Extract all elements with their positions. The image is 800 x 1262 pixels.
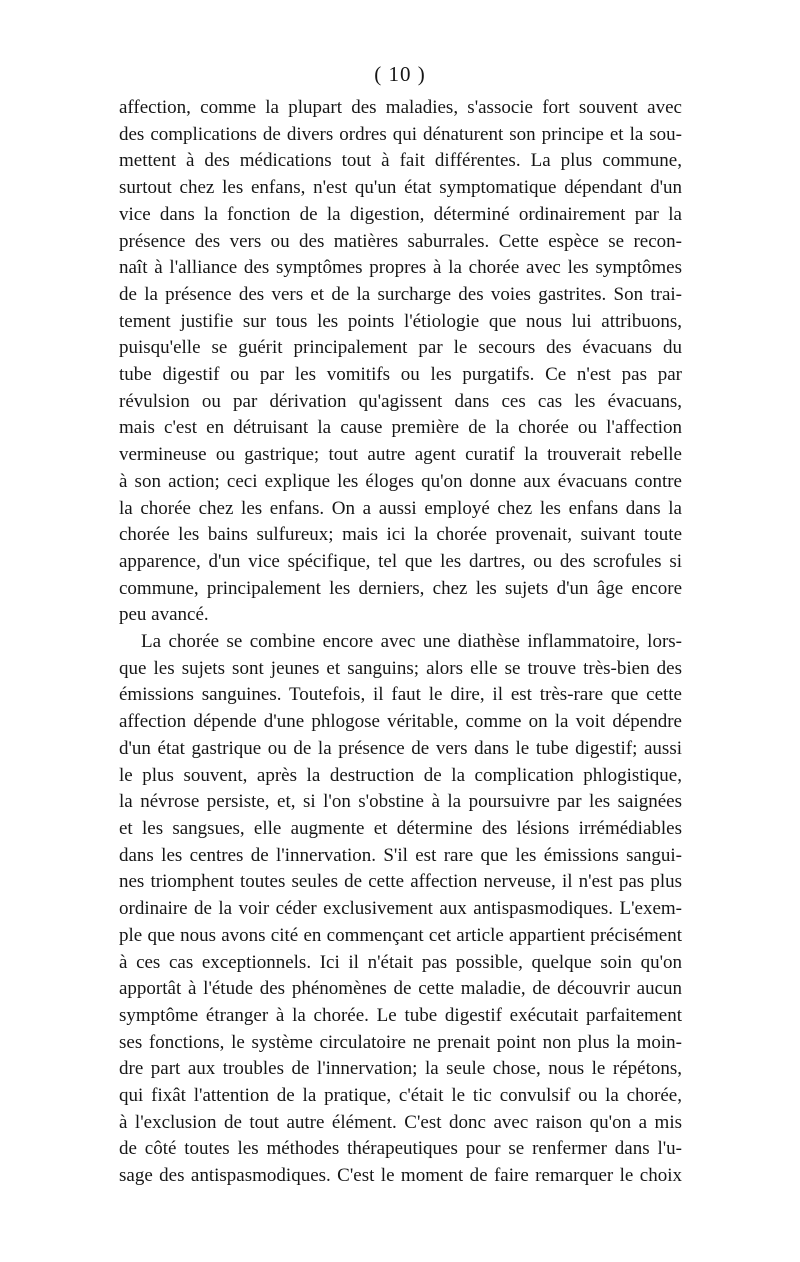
text-line: le plus souvent, après la destruction de la complication phlogistique, [119, 764, 682, 786]
text-line: apportât à l'étude des phénomènes de cette maladie, de découvrir aucun [119, 978, 682, 1000]
text-line: vermineuse ou gastrique; tout autre agent curatif la trouverait rebelle [119, 444, 682, 466]
paragraph-1 [119, 95, 682, 629]
text-line: symptôme étranger à la chorée. Le tube digestif exécutait parfaitement [119, 1004, 682, 1026]
text-line: dre part aux troubles de l'innervation; la seule chose, nous le répétons, [119, 1058, 682, 1080]
text-line: apparence, d'un vice spécifique, tel que les dartres, ou des scrofules si [119, 550, 682, 572]
text-line: surtout chez les enfans, n'est qu'un état symptomatique dépendant d'un [119, 177, 682, 199]
text-line: peu avancé. [119, 604, 209, 626]
text-line: et les sangsues, elle augmente et détermine des lésions irrémédiables [119, 817, 682, 839]
text-line: à l'exclusion de tout autre élément. C'est donc avec raison qu'on a mis [119, 1111, 682, 1133]
text-line: révulsion ou par dérivation qu'agissent dans ces cas les évacuans, [119, 390, 682, 412]
text-line: dans les centres de l'innervation. S'il est rare que les émissions sangui- [119, 844, 682, 866]
text-line: qui fixât l'attention de la pratique, c'était le tic convulsif ou la chorée, [119, 1085, 682, 1107]
text-line: vice dans la fonction de la digestion, déterminé ordinairement par la [119, 203, 682, 225]
text-line: naît à l'alliance des symptômes propres à la chorée avec les symptômes [119, 257, 682, 279]
text-line: à ces cas exceptionnels. Ici il n'était pas possible, quelque soin qu'on [119, 951, 682, 973]
text-line: la chorée chez les enfans. On a aussi employé chez les enfans dans la [119, 497, 682, 519]
text-line: de la présence des vers et de la surcharge des voies gastrites. Son trai- [119, 283, 682, 305]
text-body [119, 95, 682, 1190]
paragraph-2 [119, 629, 682, 1190]
text-line: ses fonctions, le système circulatoire ne prenait point non plus la moin- [119, 1031, 682, 1053]
text-line: affection dépende d'une phlogose véritable, comme on la voit dépendre [119, 711, 682, 733]
text-line: émissions sanguines. Toutefois, il faut le dire, il est très-rare que cette [119, 684, 682, 706]
text-line: des complications de divers ordres qui dénaturent son principe et la sou- [119, 123, 682, 145]
text-line: à son action; ceci explique les éloges qu'on donne aux évacuans contre [119, 470, 682, 492]
page-number: ( 10 ) [374, 62, 426, 86]
text-line: chorée les bains sulfureux; mais ici la chorée provenait, suivant toute [119, 524, 682, 546]
text-line: tube digestif ou par les vomitifs ou les purgatifs. Ce n'est pas par [119, 364, 682, 386]
text-line: sage des antispasmodiques. C'est le moment de faire remarquer le choix [119, 1165, 682, 1187]
text-line: présence des vers ou des matières saburrales. Cette espèce se recon- [119, 230, 682, 252]
text-line: que les sujets sont jeunes et sanguins; alors elle se trouve très-bien des [119, 657, 682, 679]
text-line: ordinaire de la voir céder exclusivement aux antispasmodiques. L'exem- [119, 898, 682, 920]
text-line: La chorée se combine encore avec une diathèse inflammatoire, lors- [141, 631, 682, 653]
text-line: commune, principalement les derniers, chez les sujets d'un âge encore [119, 577, 682, 599]
text-line: tement justifie sur tous les points l'étiologie que nous lui attribuons, [119, 310, 682, 332]
text-line: d'un état gastrique ou de la présence de vers dans le tube digestif; aussi [119, 737, 682, 759]
text-line: la névrose persiste, et, si l'on s'obstine à la poursuivre par les saignées [119, 791, 682, 813]
text-line: nes triomphent toutes seules de cette affection nerveuse, il n'est pas plus [119, 871, 682, 893]
text-line: puisqu'elle se guérit principalement par le secours des évacuans du [119, 337, 682, 359]
text-line: affection, comme la plupart des maladies, s'associe fort souvent avec [119, 97, 682, 118]
text-line: mettent à des médications tout à fait différentes. La plus commune, [119, 150, 682, 172]
text-line: ple que nous avons cité en commençant cet article appartient précisément [119, 924, 682, 946]
text-line: de côté toutes les méthodes thérapeutiques pour se renfermer dans l'u- [119, 1138, 682, 1160]
text-line: mais c'est en détruisant la cause première de la chorée ou l'affection [119, 417, 682, 439]
